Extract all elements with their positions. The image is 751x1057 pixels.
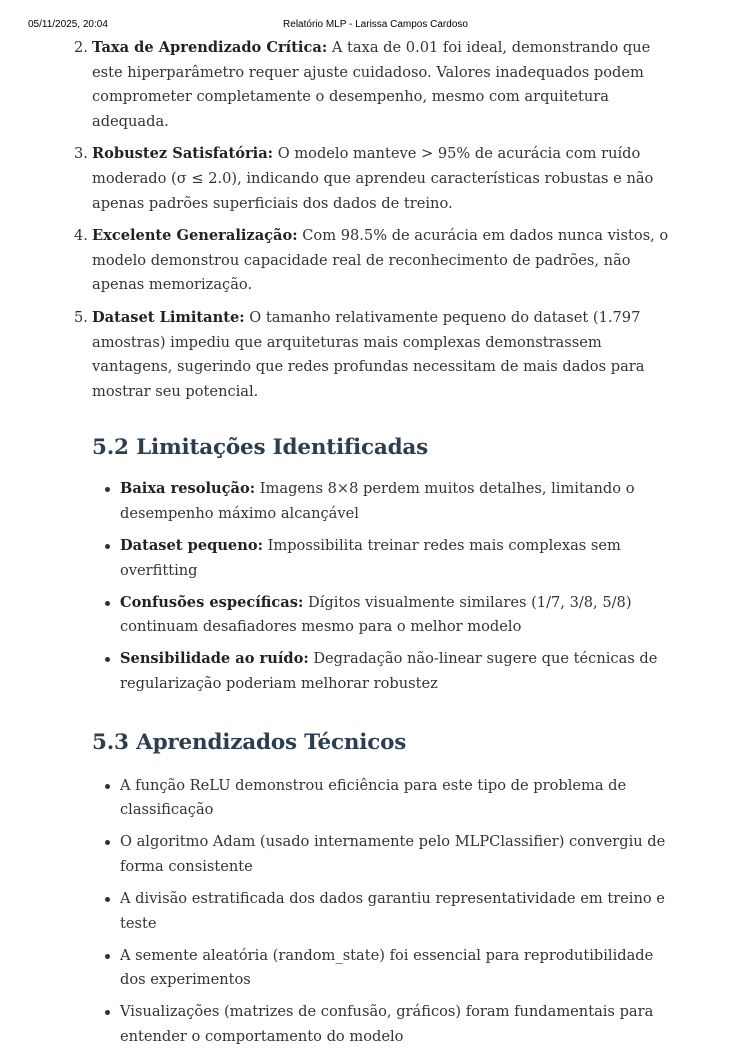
list-number: 4. (74, 227, 88, 245)
technical-item (120, 944, 680, 993)
bullet-icon (105, 657, 110, 662)
finding-text: Com 98.5% de acurácia em dados nunca vistos, o modelo demonstrou capacidade real de reconhecimento de padrões, não apenas memorização. (92, 227, 669, 294)
limitation-label: Baixa resolução: (120, 480, 256, 498)
bullet-icon (105, 840, 110, 845)
bullet-icon (105, 954, 110, 959)
print-title: Relatório MLP - Larissa Campos Cardoso (283, 19, 468, 30)
limitation-text: Degradação não-linear sugere que técnicas de regularização poderiam melhorar robustez (120, 650, 658, 692)
limitation-label: Sensibilidade ao ruído: (120, 650, 309, 668)
limitation-label: Dataset pequeno: (120, 537, 263, 554)
technical-item (120, 830, 680, 879)
limitation-item (120, 534, 680, 583)
technical-text: O algoritmo Adam (usado internamente pelo MLPClassifier) convergiu de forma consistente (120, 833, 666, 875)
technical-text: Visualizações (matrizes de confusão, gráficos) foram fundamentais para entender o comportamento do modelo (120, 1003, 654, 1045)
list-number: 2. (74, 39, 88, 56)
finding-text: A taxa de 0.01 foi ideal, demonstrando que este hiperparâmetro requer ajuste cuidadoso. Valores inadequados podem comprometer completamente o desempenho, mesmo com arquitetura adequada. (92, 39, 651, 130)
print-header (0, 19, 751, 33)
technical-item (120, 887, 680, 936)
list-number: 3. (74, 145, 88, 163)
finding-item (74, 142, 672, 216)
bullet-icon (105, 487, 110, 492)
finding-item (74, 36, 672, 134)
limitation-item (120, 477, 680, 526)
finding-text: O modelo manteve > 95% de acurácia com ruído moderado (σ ≤ 2.0), indicando que aprendeu características robustas e não apenas padrões superficiais dos dados de treino. (92, 145, 654, 212)
print-date: 05/11/2025, 20:04 (28, 19, 108, 30)
bullet-icon (105, 784, 110, 789)
technical-text: A função ReLU demonstrou eficiência para este tipo de problema de classificação (120, 776, 627, 819)
technical-text: A semente aleatória (random_state) foi essencial para reprodutibilidade dos experimentos (120, 946, 654, 989)
finding-item (74, 306, 672, 404)
bullet-icon (105, 544, 110, 549)
finding-label: Dataset Limitante: (92, 308, 245, 326)
limitation-item (120, 647, 680, 696)
technical-text: A divisão estratificada dos dados garantiu representatividade em treino e teste (120, 889, 665, 932)
limitations-list (0, 477, 680, 696)
finding-label: Excelente Generalização: (92, 227, 298, 245)
limitation-text: Dígitos visualmente similares (1/7, 3/8, 5/8) continuam desafiadores mesmo para o melhor modelo (120, 593, 632, 636)
finding-text: O tamanho relativamente pequeno do dataset (1.797 amostras) impediu que arquiteturas mais complexas demonstrassem vantagens, sugerindo que redes profundas necessitam de mais dados para mostrar seu potencial. (92, 308, 645, 400)
list-number: 5. (74, 308, 88, 326)
section-heading-technical: 5.3 Aprendizados Técnicos (92, 729, 407, 755)
bullet-icon (105, 897, 110, 902)
limitation-label: Confusões específicas: (120, 593, 304, 611)
bullet-icon (105, 601, 110, 606)
limitation-text: Impossibilita treinar redes mais complexas sem overfitting (120, 537, 621, 579)
limitation-text: Imagens 8×8 perdem muitos detalhes, limitando o desempenho máximo alcançável (120, 480, 635, 522)
report-content (0, 36, 751, 1057)
finding-item (74, 224, 672, 298)
section-heading-limitations: 5.2 Limitações Identificadas (92, 435, 429, 461)
finding-label: Taxa de Aprendizado Crítica: (92, 39, 328, 56)
limitation-item (120, 591, 680, 640)
bullet-icon (105, 1010, 110, 1015)
finding-label: Robustez Satisfatória: (92, 145, 274, 163)
technical-item (120, 774, 680, 823)
technical-list (0, 774, 680, 1050)
findings-list (0, 36, 672, 404)
